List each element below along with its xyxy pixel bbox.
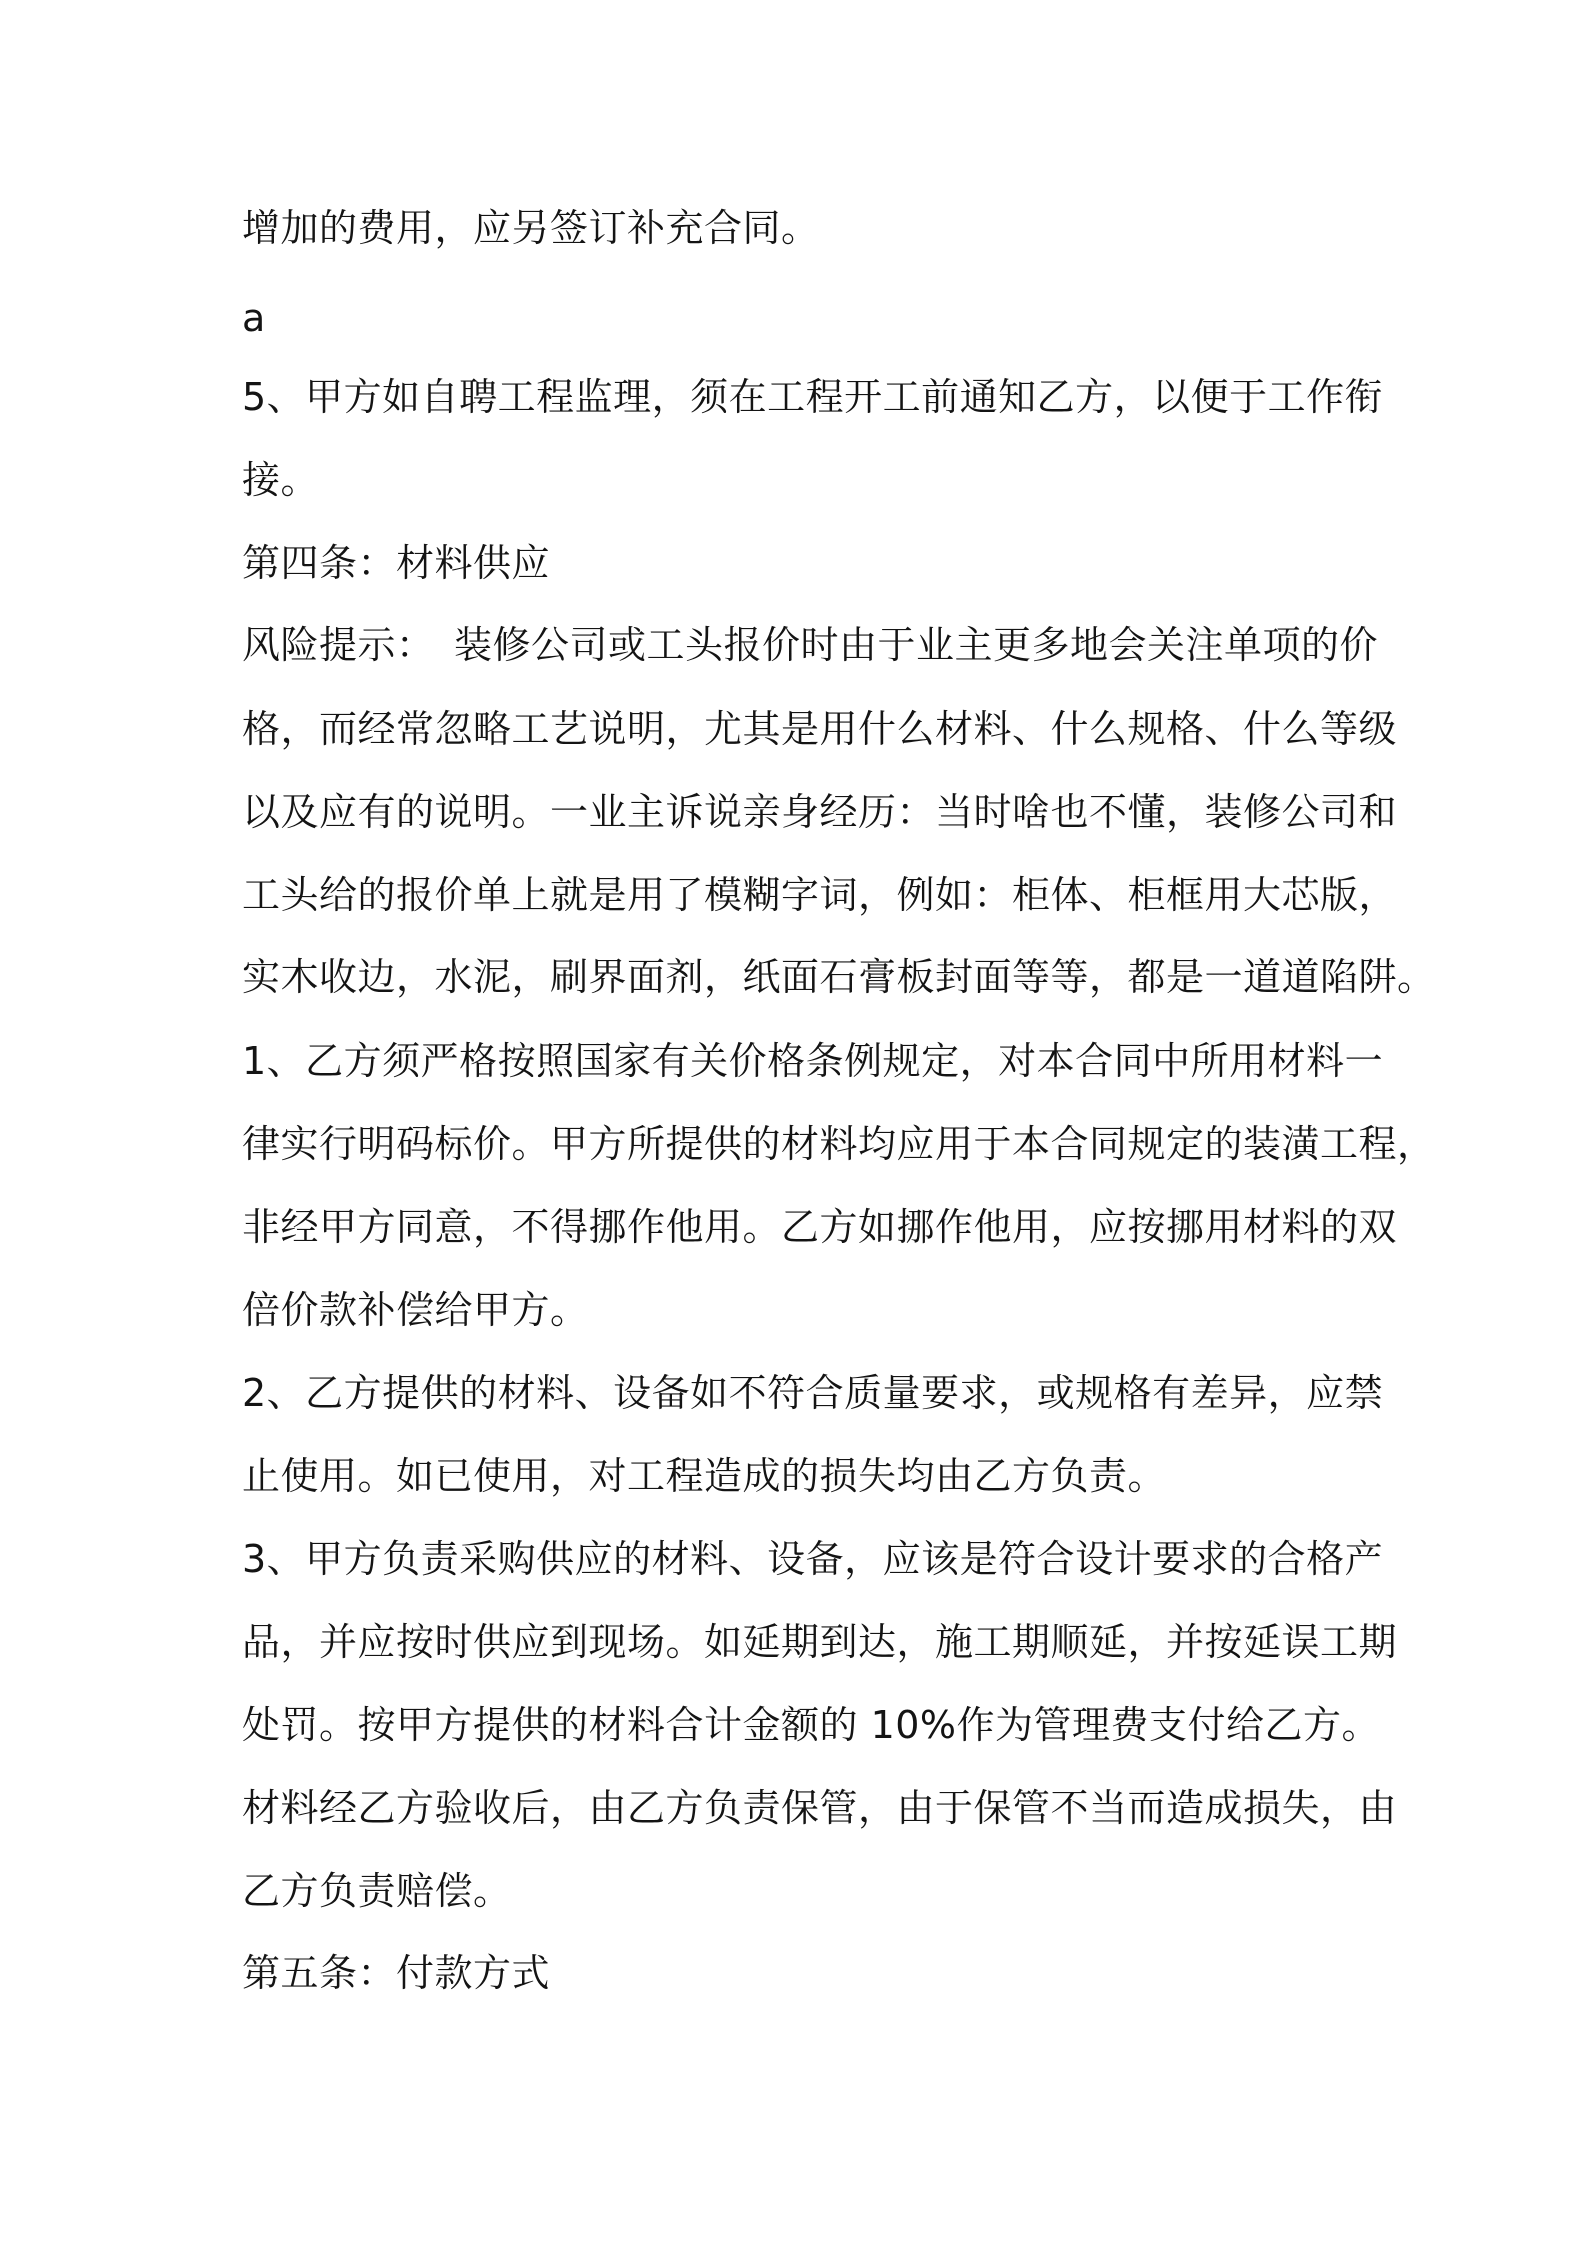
text-line: 止使用。如已使用，对工程造成的损失均由乙方负责。 — [242, 1454, 1167, 1498]
text-line: 风险提示： 装修公司或工头报价时由于业主更多地会关注单项的价 — [242, 623, 1379, 667]
text-line: 品，并应按时供应到现场。如延期到达，施工期顺延，并按延误工期 — [242, 1620, 1398, 1664]
text-line: 接。 — [242, 458, 320, 502]
section-heading: 第五条：付款方式 — [242, 1951, 551, 1995]
text-line: 处罚。按甲方提供的材料合计金额的 10%作为管理费支付给乙方。 — [242, 1703, 1381, 1747]
text-line: 3、甲方负责采购供应的材料、设备，应该是符合设计要求的合格产 — [242, 1537, 1384, 1581]
text-line: 以及应有的说明。一业主诉说亲身经历：当时啥也不懂，装修公司和 — [242, 790, 1398, 834]
text-line: 实木收边，水泥，刷界面剂，纸面石膏板封面等等，都是一道道陷阱。 — [242, 955, 1436, 999]
text-line: 工头给的报价单上就是用了模糊字词，例如：柜体、柜框用大芯版， — [242, 873, 1398, 917]
section-heading: 第四条：材料供应 — [242, 541, 551, 585]
text-line: 增加的费用，应另签订补充合同。 — [242, 206, 820, 250]
text-line: 乙方负责赔偿。 — [242, 1869, 512, 1913]
text-line: 非经甲方同意，不得挪作他用。乙方如挪作他用，应按挪用材料的双 — [242, 1205, 1398, 1249]
text-line: a — [242, 296, 266, 340]
text-line: 2、乙方提供的材料、设备如不符合质量要求，或规格有差异，应禁 — [242, 1371, 1384, 1415]
text-line: 1、乙方须严格按照国家有关价格条例规定，对本合同中所用材料一 — [242, 1039, 1384, 1083]
text-line: 材料经乙方验收后，由乙方负责保管，由于保管不当而造成损失，由 — [242, 1786, 1398, 1830]
text-line: 5、甲方如自聘工程监理，须在工程开工前通知乙方，以便于工作衔 — [242, 375, 1384, 419]
text-line: 倍价款补偿给甲方。 — [242, 1288, 589, 1332]
text-line: 格，而经常忽略工艺说明，尤其是用什么材料、什么规格、什么等级 — [242, 707, 1398, 751]
text-line: 律实行明码标价。甲方所提供的材料均应用于本合同规定的装潢工程， — [242, 1122, 1436, 1166]
